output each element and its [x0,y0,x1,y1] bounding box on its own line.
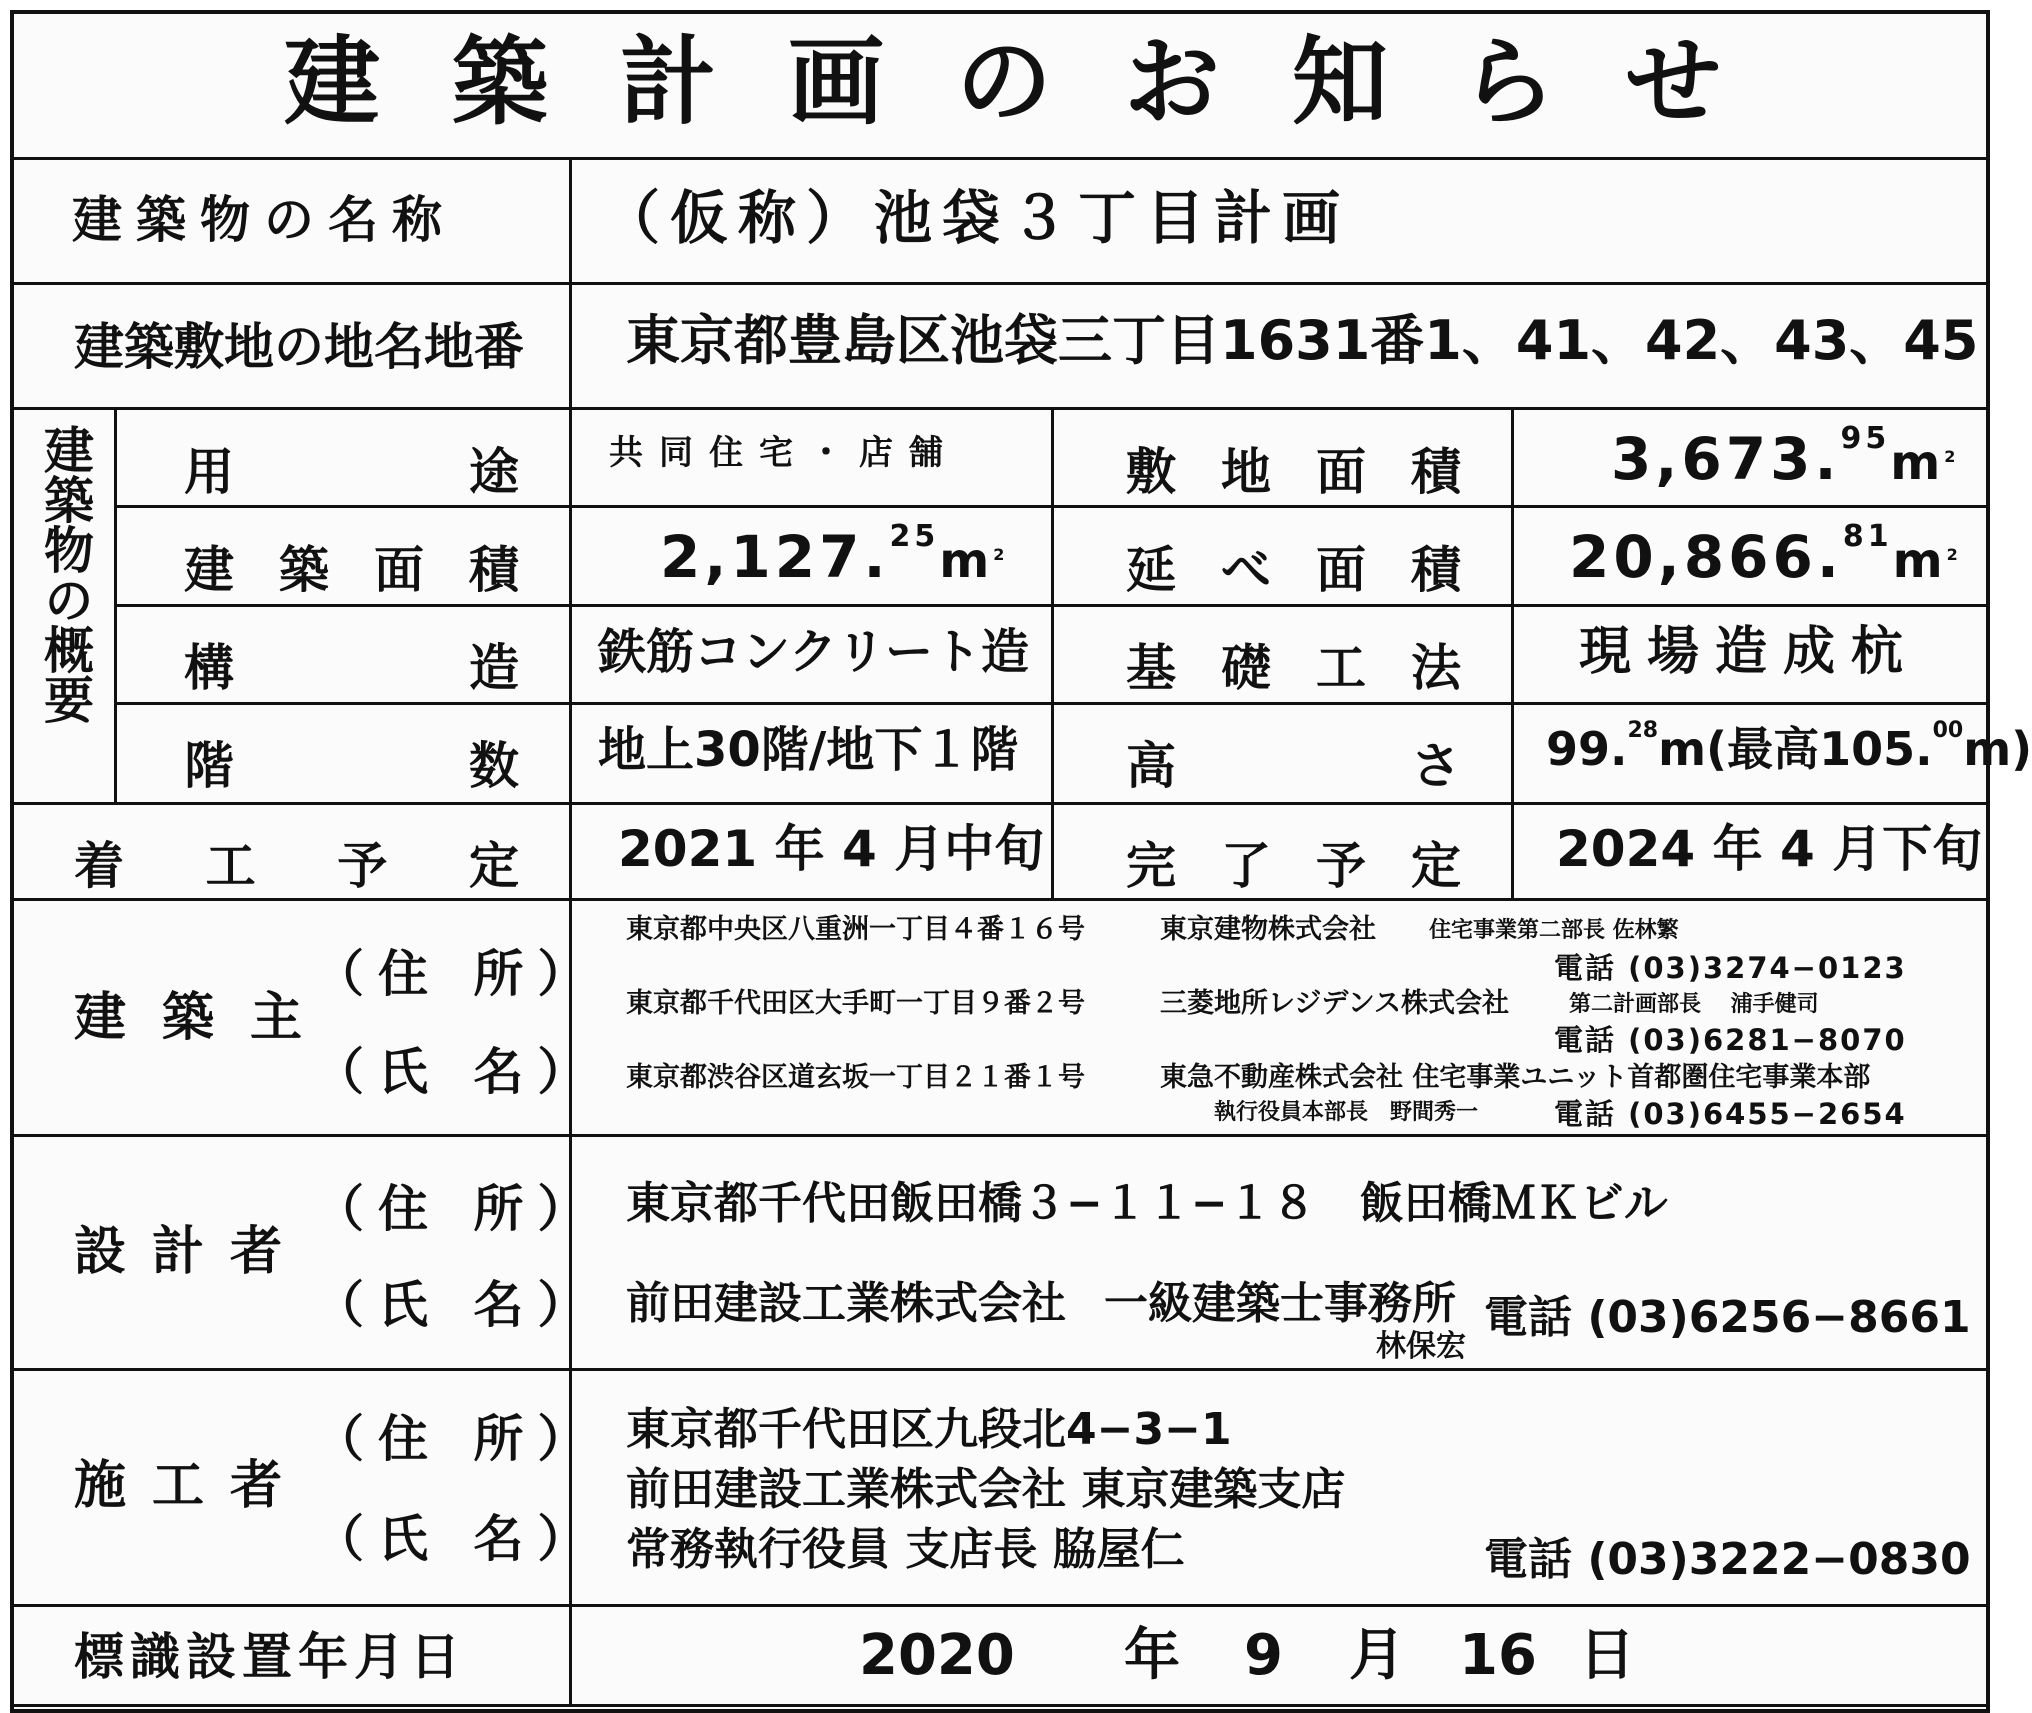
designer-person: 林保宏 [1376,1329,1466,1364]
owner-1-tel: 電話 (03)3274−0123 [1554,951,1907,985]
overview-label: 建築物の概要 [36,424,94,724]
building-area-label: 建 築 面 積 [184,541,519,599]
height-value: 99.28m(最高105.00m) [1546,718,2032,776]
owner-2-tel: 電話 (03)6281−8070 [1554,1023,1907,1057]
building-area-value: $2,127.25m^2$ [660,519,1009,591]
building-notice-sign [10,10,2032,1713]
owner-2-person: 第二計画部長 浦手健司 [1569,992,1819,1017]
structure-value: 鉄筋コンクリート造 [598,624,1030,680]
owner-3-tel: 電話 (03)6455−2654 [1554,1097,1907,1131]
floor-area-value: $20,866.81m^2$ [1569,519,1962,591]
owner-2-company: 三菱地所レジデンス株式会社 [1160,988,1509,1019]
owner-3-company: 東急不動産株式会社 住宅事業ユニット首都圏住宅事業本部 [1160,1062,1871,1093]
building-name-value: （仮称）池袋３丁目計画 [602,184,1351,252]
contractor-label: 施工者 [74,1456,309,1516]
floors-value: 地上30階/地下１階 [598,722,1019,778]
use-value: 共同住宅・店舗 [609,433,959,473]
owner-1-person: 住宅事業第二部長 佐林繁 [1429,918,1679,943]
structure-label: 構 造 [184,639,519,697]
site-area-label: 敷 地 面 積 [1126,443,1461,501]
owner-3-address: 東京都渋谷区道玄坂一丁目２１番１号 [626,1062,1085,1093]
floors-label: 階 数 [184,737,519,795]
designer-address-label: （住 所） [314,1180,602,1238]
sign-date-month: 9 [1244,1623,1283,1688]
sign-date-month-unit: 月 [1349,1623,1405,1688]
designer-company: 前田建設工業株式会社 [626,1278,1066,1329]
owner-label: 建築主 [74,988,339,1048]
completion-value: 2024 年 4 月下旬 [1556,820,1983,878]
site-address-value: 東京都豊島区池袋三丁目1631番1、41、42、43、45 [626,309,1979,372]
owner-1-address: 東京都中央区八重洲一丁目４番１６号 [626,914,1085,945]
page-title: 建築計画のお知らせ [284,26,1794,138]
contractor-name-label: （氏 名） [314,1510,602,1568]
start-label: 着 工 予 定 [74,837,519,895]
owner-2-address: 東京都千代田区大手町一丁目９番２号 [626,988,1085,1019]
sign-date-label: 標識設置年月日 [74,1628,466,1686]
contractor-address: 東京都千代田区九段北4−3−1 [626,1404,1232,1455]
owner-address-label: （住 所） [314,945,602,1003]
contractor-tel: 電話 (03)3222−0830 [1484,1534,1971,1585]
designer-tel: 電話 (03)6256−8661 [1484,1292,1971,1343]
foundation-label: 基 礎 工 法 [1126,639,1461,697]
designer-address: 東京都千代田飯田橋３−１１−１８ 飯田橋ＭＫビル [626,1178,1668,1229]
sign-date-year: 2020 [859,1623,1015,1688]
sign-date-day: 16 [1459,1623,1537,1688]
contractor-person: 常務執行役員 支店長 脇屋仁 [626,1524,1185,1575]
sign-date-year-unit: 年 [1124,1623,1180,1688]
contractor-company: 前田建設工業株式会社 東京建築支店 [626,1464,1346,1515]
owner-3-person: 執行役員本部長 野間秀一 [1214,1100,1479,1125]
sign-date-day-unit: 日 [1579,1623,1635,1688]
owner-1-company: 東京建物株式会社 [1160,914,1376,945]
owner-name-label: （氏 名） [314,1043,602,1101]
use-label: 用 途 [184,443,519,501]
contractor-address-label: （住 所） [314,1410,602,1468]
site-area-value: $3,673.95m^2$ [1611,421,1960,493]
designer-office: 一級建築士事務所 [1104,1278,1456,1329]
floor-area-label: 延 べ 面 積 [1126,541,1461,599]
start-value: 2021 年 4 月中旬 [618,820,1045,878]
designer-name-label: （氏 名） [314,1276,602,1334]
height-label: 高 さ [1126,737,1461,795]
foundation-value: 現場造成杭 [1579,622,1920,682]
site-address-label: 建築敷地の地名地番 [74,318,524,376]
building-name-label: 建築物の名称 [72,191,456,249]
designer-label: 設計者 [74,1222,309,1282]
completion-label: 完 了 予 定 [1126,837,1461,895]
